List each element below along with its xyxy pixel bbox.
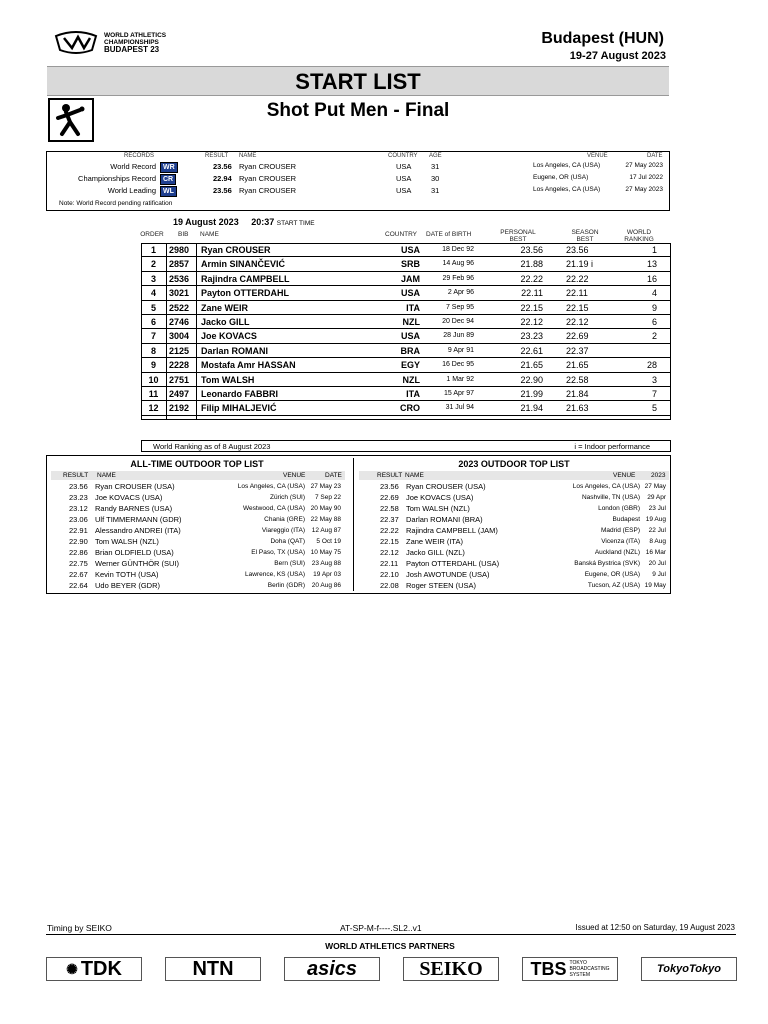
session-time-label: START TIME <box>276 220 315 227</box>
athlete-pb: 22.61 <box>520 345 543 356</box>
divider <box>46 934 736 935</box>
record-label: World Record <box>110 162 156 171</box>
athlete-dob: 9 Apr 91 <box>447 346 474 354</box>
all-time-athlete: Tom WALSH (NZL) <box>95 537 159 546</box>
athlete-bib: 2857 <box>169 259 190 270</box>
athlete-pb: 21.94 <box>520 403 543 414</box>
year-list-result: 22.15 <box>380 537 399 546</box>
year-list-date: 9 Jul <box>652 571 666 578</box>
indoor-note: i = Indoor performance <box>574 442 650 451</box>
championship-logo <box>52 28 182 56</box>
athlete-country: NZL <box>402 374 420 385</box>
city: Budapest (HUN) <box>541 30 664 47</box>
table-row <box>141 358 671 372</box>
year-list-venue: Eugene, OR (USA) <box>584 571 640 578</box>
order-col-header: ORDER <box>140 231 164 238</box>
athlete-order: 8 <box>150 345 156 356</box>
year-list-athlete: Tom WALSH (NZL) <box>406 504 470 513</box>
event-title: Shot Put Men - Final <box>266 100 450 121</box>
table-row <box>141 344 671 358</box>
championship-dates: 19-27 August 2023 <box>569 50 666 62</box>
top-lists-box <box>46 455 671 594</box>
year-list-result: 22.22 <box>380 526 399 535</box>
athlete-pb: 22.11 <box>521 288 543 299</box>
year-list-date: 27 May <box>644 483 666 490</box>
athlete-sb: 22.69 <box>566 331 589 342</box>
record-country: USA <box>396 162 412 171</box>
athlete-bib: 2192 <box>169 403 190 414</box>
athlete-order: 3 <box>150 273 156 284</box>
athlete-dob: 7 Sep 95 <box>445 303 474 311</box>
record-result: 23.56 <box>213 186 232 195</box>
pb-col-header: PERSONAL BEST <box>500 229 536 243</box>
year-list-athlete: Roger STEEN (USA) <box>406 581 477 590</box>
year-list-athlete: Ryan CROUSER (USA) <box>406 482 486 491</box>
year-list-result: 22.08 <box>380 581 399 590</box>
all-time-athlete: Randy BARNES (USA) <box>95 504 173 513</box>
year-list-date: 19 Aug <box>645 516 666 523</box>
year-list-venue: Los Angeles, CA (USA) <box>572 483 640 490</box>
athlete-pb: 21.99 <box>520 388 543 399</box>
records-box <box>46 151 670 211</box>
all-time-date: 23 Aug 88 <box>311 560 341 567</box>
all-time-venue: Viareggio (ITA) <box>261 527 305 534</box>
athlete-country: SRB <box>400 259 420 270</box>
tdk-logo: ✺ TDK <box>46 957 142 981</box>
athlete-dob: 2 Apr 96 <box>447 289 474 297</box>
athlete-order: 4 <box>150 288 156 299</box>
athlete-order: 6 <box>150 316 156 327</box>
athlete-pb: 22.15 <box>520 302 543 313</box>
all-time-date: 20 May 90 <box>310 505 341 512</box>
athlete-bib: 2228 <box>169 360 190 371</box>
athlete-bib: 2746 <box>169 316 190 327</box>
record-venue: Los Angeles, CA (USA) <box>533 186 601 193</box>
all-time-result: 23.56 <box>69 482 88 491</box>
year-list-date: 20 Jul <box>648 560 666 567</box>
ranking-note: World Ranking as of 8 August 2023 <box>153 442 271 451</box>
country-header: COUNTRY <box>388 153 418 159</box>
all-time-date: 27 May 23 <box>310 483 341 490</box>
name-header: NAME <box>239 153 257 159</box>
athlete-bib: 2522 <box>169 302 190 313</box>
athlete-country: BRA <box>400 345 420 356</box>
venue-header: VENUE <box>587 153 608 159</box>
year-list-date: 19 May <box>644 582 666 589</box>
all-time-venue: Berlin (GDR) <box>267 582 305 589</box>
all-time-venue: Zürich (SUI) <box>269 494 305 501</box>
record-date: 17 Jul 2022 <box>629 174 663 181</box>
athlete-country: ITA <box>406 388 420 399</box>
athlete-name: Leonardo FABBRI <box>201 388 279 399</box>
athlete-sb: 22.22 <box>566 273 589 284</box>
all-time-athlete: Ryan CROUSER (USA) <box>95 482 175 491</box>
athlete-ranking: 28 <box>646 360 657 371</box>
athlete-bib: 2536 <box>169 273 190 284</box>
session-time: 20:37 <box>251 217 275 227</box>
record-country: USA <box>396 186 412 195</box>
all-time-athlete: Ulf TIMMERMANN (GDR) <box>95 515 182 524</box>
all-time-athlete: Werner GÜNTHÖR (SUI) <box>95 559 180 568</box>
table-row <box>141 272 671 286</box>
record-date: 27 May 2023 <box>625 162 663 169</box>
athlete-ranking: 16 <box>646 273 657 284</box>
tokyo-tokyo-logo: TokyoTokyo <box>641 957 737 981</box>
athlete-dob: 28 Jun 89 <box>443 332 474 340</box>
year-list-athlete: Payton OTTERDAHL (USA) <box>406 559 500 568</box>
year-list-date: 29 Apr <box>647 494 666 501</box>
table-row <box>141 243 671 257</box>
athlete-pb: 21.88 <box>520 259 543 270</box>
athlete-ranking: 5 <box>651 403 657 414</box>
record-athlete: Ryan CROUSER <box>239 174 297 183</box>
athlete-sb: 21.65 <box>566 360 589 371</box>
all-time-venue: Lawrence, KS (USA) <box>245 571 305 578</box>
year-list-venue: Auckland (NZL) <box>594 549 640 556</box>
athlete-ranking: 13 <box>646 259 657 270</box>
record-age: 30 <box>431 174 440 183</box>
seiko-logo: SEIKO <box>403 957 499 981</box>
year-list-result: 22.12 <box>380 548 399 557</box>
year-list-date: 16 Mar <box>645 549 666 556</box>
table-row <box>141 329 671 343</box>
athlete-sb: 22.11 <box>566 288 588 299</box>
record-age: 31 <box>431 186 440 195</box>
table-row <box>141 401 671 415</box>
athlete-country: USA <box>400 245 420 255</box>
athlete-pb: 22.12 <box>520 316 543 327</box>
age-header: AGE <box>429 153 442 159</box>
year-list-venue: Tucson, AZ (USA) <box>587 582 640 589</box>
all-time-date: 22 May 88 <box>310 516 341 523</box>
year-list-result: 23.56 <box>380 482 399 491</box>
records-header: RECORDS <box>124 153 155 159</box>
athlete-sb: 21.19 i <box>566 259 594 270</box>
year-list-athlete: Josh AWOTUNDE (USA) <box>406 570 490 579</box>
name-col-header: NAME <box>200 231 219 238</box>
year-list-venue: Nashville, TN (USA) <box>581 494 640 501</box>
date-header: DATE <box>647 153 663 159</box>
championship-emblem-icon <box>52 28 100 56</box>
athlete-name: Rajindra CAMPBELL <box>201 273 290 284</box>
athlete-country: JAM <box>400 273 420 284</box>
athlete-dob: 16 Dec 95 <box>442 361 474 369</box>
year-list-date: 23 Jul <box>648 505 666 512</box>
all-time-athlete: Udo BEYER (GDR) <box>95 581 161 590</box>
athlete-order: 10 <box>148 374 159 385</box>
record-note: Note: World Record pending ratification <box>59 200 173 207</box>
dob-col-header: DATE of BIRTH <box>426 231 472 238</box>
year-list-title: 2023 OUTDOOR TOP LIST <box>458 459 570 469</box>
record-country: USA <box>396 174 412 183</box>
athlete-order: 5 <box>150 302 156 313</box>
ntn-logo: NTN <box>165 957 261 981</box>
all-time-result: 23.12 <box>69 504 88 513</box>
record-date: 27 May 2023 <box>625 186 663 193</box>
all-time-venue: El Paso, TX (USA) <box>251 549 305 556</box>
all-time-date: 5 Oct 19 <box>316 538 341 545</box>
year-list-result: 22.10 <box>380 570 399 579</box>
athlete-dob: 20 Dec 94 <box>442 317 474 325</box>
record-age: 31 <box>431 162 440 171</box>
athlete-pb: 22.22 <box>520 273 543 284</box>
year-list-athlete: Darlan ROMANI (BRA) <box>406 515 483 524</box>
athlete-bib: 2751 <box>169 374 190 385</box>
record-tag: CR <box>160 174 176 185</box>
record-venue: Eugene, OR (USA) <box>533 174 589 181</box>
all-time-venue: Westwood, CA (USA) <box>242 505 305 512</box>
year-list-venue: London (GBR) <box>598 505 640 512</box>
athlete-name: Joe KOVACS <box>201 331 257 342</box>
athlete-order: 7 <box>150 331 156 342</box>
all-time-headers: RESULT NAME VENUE DATE <box>51 471 345 480</box>
start-list-rows <box>141 243 671 416</box>
athlete-name: Payton OTTERDAHL <box>201 288 290 299</box>
athlete-ranking: 7 <box>651 388 657 399</box>
all-time-result: 22.86 <box>69 548 88 557</box>
athlete-ranking: 3 <box>651 374 657 385</box>
year-list-result: 22.69 <box>380 493 399 502</box>
all-time-result: 22.75 <box>69 559 88 568</box>
athlete-country: USA <box>400 331 420 342</box>
year-list-result: 22.58 <box>380 504 399 513</box>
shot-put-icon <box>48 98 94 142</box>
divider <box>353 458 354 591</box>
sb-col-header: SEASON BEST <box>571 229 599 243</box>
athlete-order: 9 <box>150 360 156 371</box>
bib-col-header: BIB <box>178 231 189 238</box>
athlete-name: Ryan CROUSER <box>201 245 271 255</box>
year-list-athlete: Rajindra CAMPBELL (JAM) <box>406 526 498 535</box>
athlete-sb: 22.37 <box>566 345 589 356</box>
table-row <box>141 387 671 401</box>
athlete-name: Armin SINANČEVIĆ <box>201 259 286 270</box>
document-code: AT-SP-M-f----.SL2..v1 <box>340 923 422 933</box>
timing-credit: Timing by SEIKO <box>47 923 112 933</box>
year-list-venue: Madrid (ESP) <box>600 527 640 534</box>
athlete-name: Tom WALSH <box>201 374 255 385</box>
year-list-date: 22 Jul <box>648 527 666 534</box>
table-row <box>141 315 671 329</box>
all-time-result: 23.23 <box>69 493 88 502</box>
record-athlete: Ryan CROUSER <box>239 186 297 195</box>
table-row <box>141 301 671 315</box>
athlete-bib: 2980 <box>169 245 190 255</box>
athlete-ranking: 4 <box>651 288 657 299</box>
athlete-country: CRO <box>400 403 420 414</box>
athlete-ranking: 2 <box>651 331 657 342</box>
athlete-ranking: 9 <box>651 302 657 313</box>
all-time-venue: Bern (SUI) <box>274 560 305 567</box>
partners-title: WORLD ATHLETICS PARTNERS <box>325 941 455 951</box>
result-header: RESULT <box>205 153 229 159</box>
all-time-venue: Doha (QAT) <box>270 538 305 545</box>
record-label: Championships Record <box>78 174 156 183</box>
athlete-country: EGY <box>400 360 420 371</box>
athlete-country: NZL <box>402 316 420 327</box>
athlete-name: Zane WEIR <box>201 302 249 313</box>
all-time-venue: Los Angeles, CA (USA) <box>237 483 305 490</box>
year-list-headers: RESULT NAME VENUE 2023 <box>359 471 669 480</box>
athlete-dob: 15 Apr 97 <box>444 389 474 397</box>
athlete-dob: 14 Aug 96 <box>442 260 474 268</box>
record-label: World Leading <box>107 186 156 195</box>
year-list-venue: Vicenza (ITA) <box>601 538 640 545</box>
year-list-result: 22.37 <box>380 515 399 524</box>
all-time-athlete: Kevin TOTH (USA) <box>95 570 159 579</box>
athlete-dob: 31 Jul 94 <box>445 404 474 412</box>
logo-text: WORLD ATHLETICS CHAMPIONSHIPS BUDAPEST 23 <box>104 31 167 54</box>
year-list-date: 8 Aug <box>649 538 666 545</box>
athlete-name: Mostafa Amr HASSAN <box>201 360 296 371</box>
athlete-sb: 22.15 <box>566 302 589 313</box>
ranking-col-header: WORLD RANKING <box>624 229 654 243</box>
year-list-result: 22.11 <box>380 559 399 568</box>
all-time-result: 22.67 <box>69 570 88 579</box>
athlete-name: Darlan ROMANI <box>201 345 269 356</box>
asics-logo: asics <box>284 957 380 981</box>
country-col-header: COUNTRY <box>385 231 418 238</box>
all-time-date: 7 Sep 22 <box>314 494 341 501</box>
athlete-bib: 3021 <box>169 288 190 299</box>
partner-logos <box>46 957 738 983</box>
session-info <box>173 217 315 227</box>
athlete-country: USA <box>400 288 420 299</box>
athlete-order: 1 <box>150 245 156 255</box>
athlete-sb: 22.58 <box>566 374 589 385</box>
all-time-athlete: Joe KOVACS (USA) <box>95 493 163 502</box>
all-time-venue: Chania (GRE) <box>264 516 305 523</box>
year-list-venue: Banská Bystrica (SVK) <box>574 560 640 567</box>
year-list-venue: Budapest <box>612 516 640 523</box>
record-result: 22.94 <box>213 174 232 183</box>
tbs-logo: TBS TOKYO BROADCASTING SYSTEM <box>522 957 618 981</box>
athlete-sb: 21.63 <box>566 403 589 414</box>
athlete-order: 11 <box>148 388 159 399</box>
record-result: 23.56 <box>213 162 232 171</box>
athlete-dob: 29 Feb 96 <box>442 274 474 282</box>
table-row <box>141 373 671 387</box>
all-time-result: 22.64 <box>69 581 88 590</box>
all-time-athlete: Brian OLDFIELD (USA) <box>95 548 174 557</box>
athlete-country: ITA <box>406 302 420 313</box>
athlete-ranking: 1 <box>651 245 657 255</box>
athlete-sb: 23.56 <box>566 245 589 255</box>
athlete-pb: 22.90 <box>520 374 543 385</box>
athlete-pb: 21.65 <box>520 360 543 371</box>
year-list-athlete: Jacko GILL (NZL) <box>406 548 465 557</box>
athlete-order: 12 <box>148 403 159 414</box>
issued-time: Issued at 12:50 on Saturday, 19 August 2023 <box>575 923 735 932</box>
all-time-date: 12 Aug 87 <box>311 527 341 534</box>
athlete-dob: 18 Dec 92 <box>442 246 474 253</box>
record-venue: Los Angeles, CA (USA) <box>533 162 601 169</box>
notes-bar <box>141 440 671 452</box>
athlete-name: Filip MIHALJEVIĆ <box>201 403 277 414</box>
athlete-bib: 2497 <box>169 388 190 399</box>
athlete-sb: 21.84 <box>566 388 589 399</box>
all-time-date: 10 May 75 <box>310 549 341 556</box>
all-time-date: 19 Apr 03 <box>313 571 341 578</box>
record-tag: WL <box>160 186 177 197</box>
table-row <box>141 286 671 300</box>
session-date: 19 August 2023 <box>173 217 239 227</box>
athlete-pb: 23.23 <box>520 331 543 342</box>
athlete-bib: 2125 <box>169 345 190 356</box>
athlete-ranking: 6 <box>651 316 657 327</box>
record-tag: WR <box>160 162 178 173</box>
athlete-order: 2 <box>150 259 156 270</box>
year-list-athlete: Zane WEIR (ITA) <box>406 537 463 546</box>
all-time-result: 23.06 <box>69 515 88 524</box>
athlete-bib: 3004 <box>169 331 190 342</box>
year-list-athlete: Joe KOVACS (USA) <box>406 493 474 502</box>
all-time-result: 22.91 <box>69 526 88 535</box>
all-time-date: 20 Aug 86 <box>311 582 341 589</box>
athlete-name: Jacko GILL <box>201 316 250 327</box>
record-athlete: Ryan CROUSER <box>239 162 297 171</box>
doc-title: START LIST <box>47 66 669 96</box>
all-time-athlete: Alessandro ANDREI (ITA) <box>95 526 181 535</box>
athlete-dob: 1 Mar 92 <box>446 375 474 383</box>
table-row <box>141 257 671 271</box>
all-time-title: ALL-TIME OUTDOOR TOP LIST <box>130 459 264 469</box>
athlete-pb: 23.56 <box>520 245 543 255</box>
all-time-result: 22.90 <box>69 537 88 546</box>
athlete-sb: 22.12 <box>566 316 589 327</box>
